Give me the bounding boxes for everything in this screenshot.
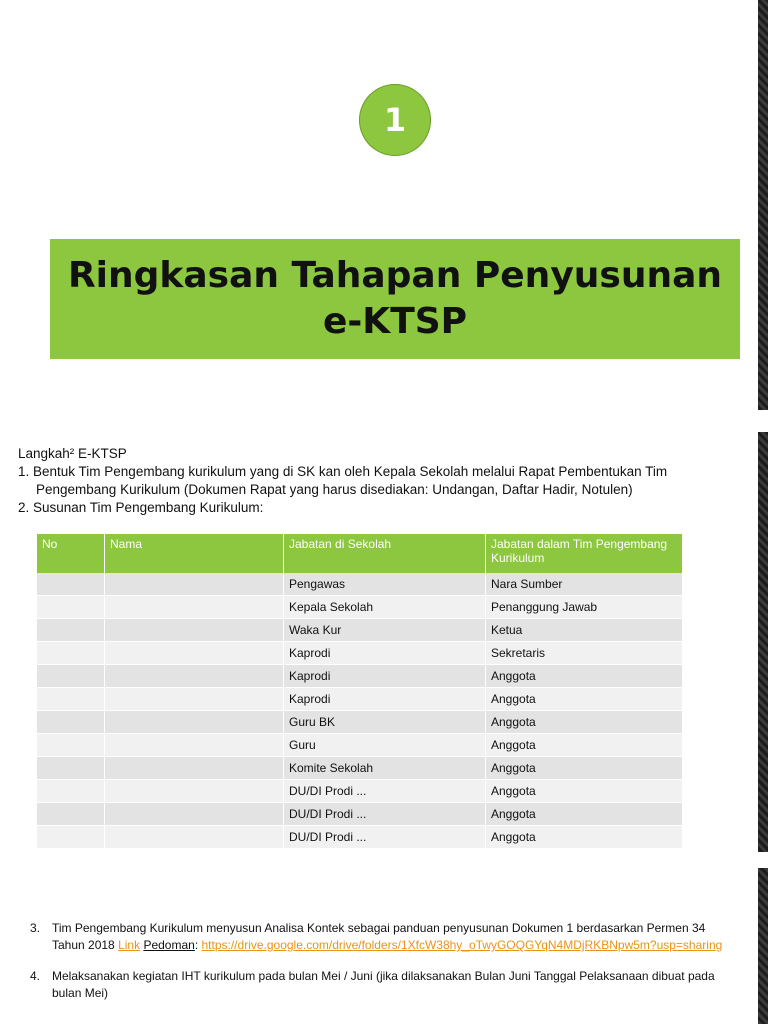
title-banner	[50, 239, 740, 359]
cell-jabatan-tim: Anggota	[486, 803, 683, 826]
table-row	[37, 573, 683, 596]
cell-jabatan-sekolah: Guru BK	[284, 711, 486, 734]
table-row	[37, 711, 683, 734]
cell-jabatan-tim: Anggota	[486, 780, 683, 803]
cell-no	[37, 757, 105, 780]
step-3	[30, 920, 730, 954]
table-row	[37, 803, 683, 826]
cell-nama	[105, 688, 284, 711]
cell-jabatan-tim: Anggota	[486, 757, 683, 780]
header-no: No	[37, 534, 105, 573]
cell-jabatan-tim: Anggota	[486, 734, 683, 757]
cell-no	[37, 734, 105, 757]
step-number-badge: 1	[359, 84, 431, 156]
header-jabatan-sekolah: Jabatan di Sekolah	[284, 534, 486, 573]
cell-no	[37, 688, 105, 711]
cell-jabatan-sekolah: Kaprodi	[284, 642, 486, 665]
table-row	[37, 665, 683, 688]
drive-url-link[interactable]: https://drive.google.com/drive/folders/1XfcW38hy_oTwyGOQGYqN4MDjRKBNpw5m?usp=sharing	[201, 938, 723, 952]
cell-jabatan-tim: Ketua	[486, 619, 683, 642]
cell-no	[37, 619, 105, 642]
pedoman-label: Pedoman	[143, 938, 195, 952]
step-3-text	[52, 920, 730, 954]
pedoman-colon: :	[194, 938, 199, 952]
title-line-2: e-KTSP	[322, 301, 468, 342]
cell-nama	[105, 734, 284, 757]
cell-no	[37, 665, 105, 688]
step-2: 2. Susunan Tim Pengembang Kurikulum:	[18, 500, 264, 515]
step-1-line-1: 1. Bentuk Tim Pengembang kurikulum yang di SK kan oleh Kepala Sekolah melalui Rapat Pembentukan Tim	[18, 464, 668, 479]
step-3-body: Tim Pengembang Kurikulum menyusun Analisa Kontek sebagai panduan penyusunan Dokumen 1 berdasarkan Permen 34 Tahun 2018	[52, 921, 706, 952]
cell-jabatan-tim: Penanggung Jawab	[486, 596, 683, 619]
intro-text	[18, 445, 718, 517]
cell-nama	[105, 665, 284, 688]
cell-no	[37, 780, 105, 803]
header-nama: Nama	[105, 534, 284, 573]
cell-jabatan-tim: Anggota	[486, 688, 683, 711]
cell-jabatan-tim: Sekretaris	[486, 642, 683, 665]
table-body	[37, 573, 683, 849]
table-row	[37, 642, 683, 665]
link-link[interactable]: Link	[118, 938, 141, 952]
cell-no	[37, 642, 105, 665]
cell-jabatan-sekolah: DU/DI Prodi ...	[284, 803, 486, 826]
table-row	[37, 688, 683, 711]
table-row	[37, 596, 683, 619]
step-4-text: Melaksanakan kegiatan IHT kurikulum pada bulan Mei / Juni (jika dilaksanakan Bulan Juni Tanggal Pelaksanaan dibuat pada bulan Mei)	[52, 969, 715, 1000]
cell-jabatan-sekolah: Waka Kur	[284, 619, 486, 642]
cell-jabatan-sekolah: Komite Sekolah	[284, 757, 486, 780]
cell-jabatan-sekolah: Kaprodi	[284, 665, 486, 688]
table-header-row	[37, 534, 683, 573]
cell-nama	[105, 780, 284, 803]
step-3-number: 3.	[30, 921, 41, 935]
cell-nama	[105, 757, 284, 780]
cell-no	[37, 596, 105, 619]
header-jabatan-tim: Jabatan dalam Tim Pengembang Kurikulum	[486, 534, 683, 573]
cell-jabatan-sekolah: Guru	[284, 734, 486, 757]
cell-nama	[105, 803, 284, 826]
step-4	[30, 968, 730, 1002]
steps-heading: Langkah² E-KTSP	[18, 446, 127, 461]
cell-jabatan-tim: Anggota	[486, 665, 683, 688]
cell-jabatan-sekolah: Kaprodi	[284, 688, 486, 711]
cell-nama	[105, 619, 284, 642]
cell-jabatan-tim: Anggota	[486, 711, 683, 734]
table-row	[37, 826, 683, 849]
table-row	[37, 734, 683, 757]
step-4-number: 4.	[30, 969, 41, 983]
cell-jabatan-sekolah: DU/DI Prodi ...	[284, 780, 486, 803]
step-1-line-2: Pengembang Kurikulum (Dokumen Rapat yang harus disediakan: Undangan, Daftar Hadir, Notulen)	[36, 482, 633, 497]
cell-jabatan-sekolah: DU/DI Prodi ...	[284, 826, 486, 849]
table-row	[37, 619, 683, 642]
cell-jabatan-sekolah: Pengawas	[284, 573, 486, 596]
cell-nama	[105, 642, 284, 665]
team-table	[37, 534, 683, 849]
cell-nama	[105, 826, 284, 849]
cell-nama	[105, 573, 284, 596]
cell-nama	[105, 596, 284, 619]
cell-no	[37, 711, 105, 734]
lower-steps	[30, 920, 730, 1016]
cell-nama	[105, 711, 284, 734]
cell-jabatan-sekolah: Kepala Sekolah	[284, 596, 486, 619]
slide-edge-strip	[744, 0, 768, 1024]
cell-jabatan-tim: Nara Sumber	[486, 573, 683, 596]
cell-no	[37, 826, 105, 849]
cell-no	[37, 573, 105, 596]
table-row	[37, 780, 683, 803]
title-line-1: Ringkasan Tahapan Penyusunan	[67, 255, 723, 296]
table-row	[37, 757, 683, 780]
cell-no	[37, 803, 105, 826]
cell-jabatan-tim: Anggota	[486, 826, 683, 849]
